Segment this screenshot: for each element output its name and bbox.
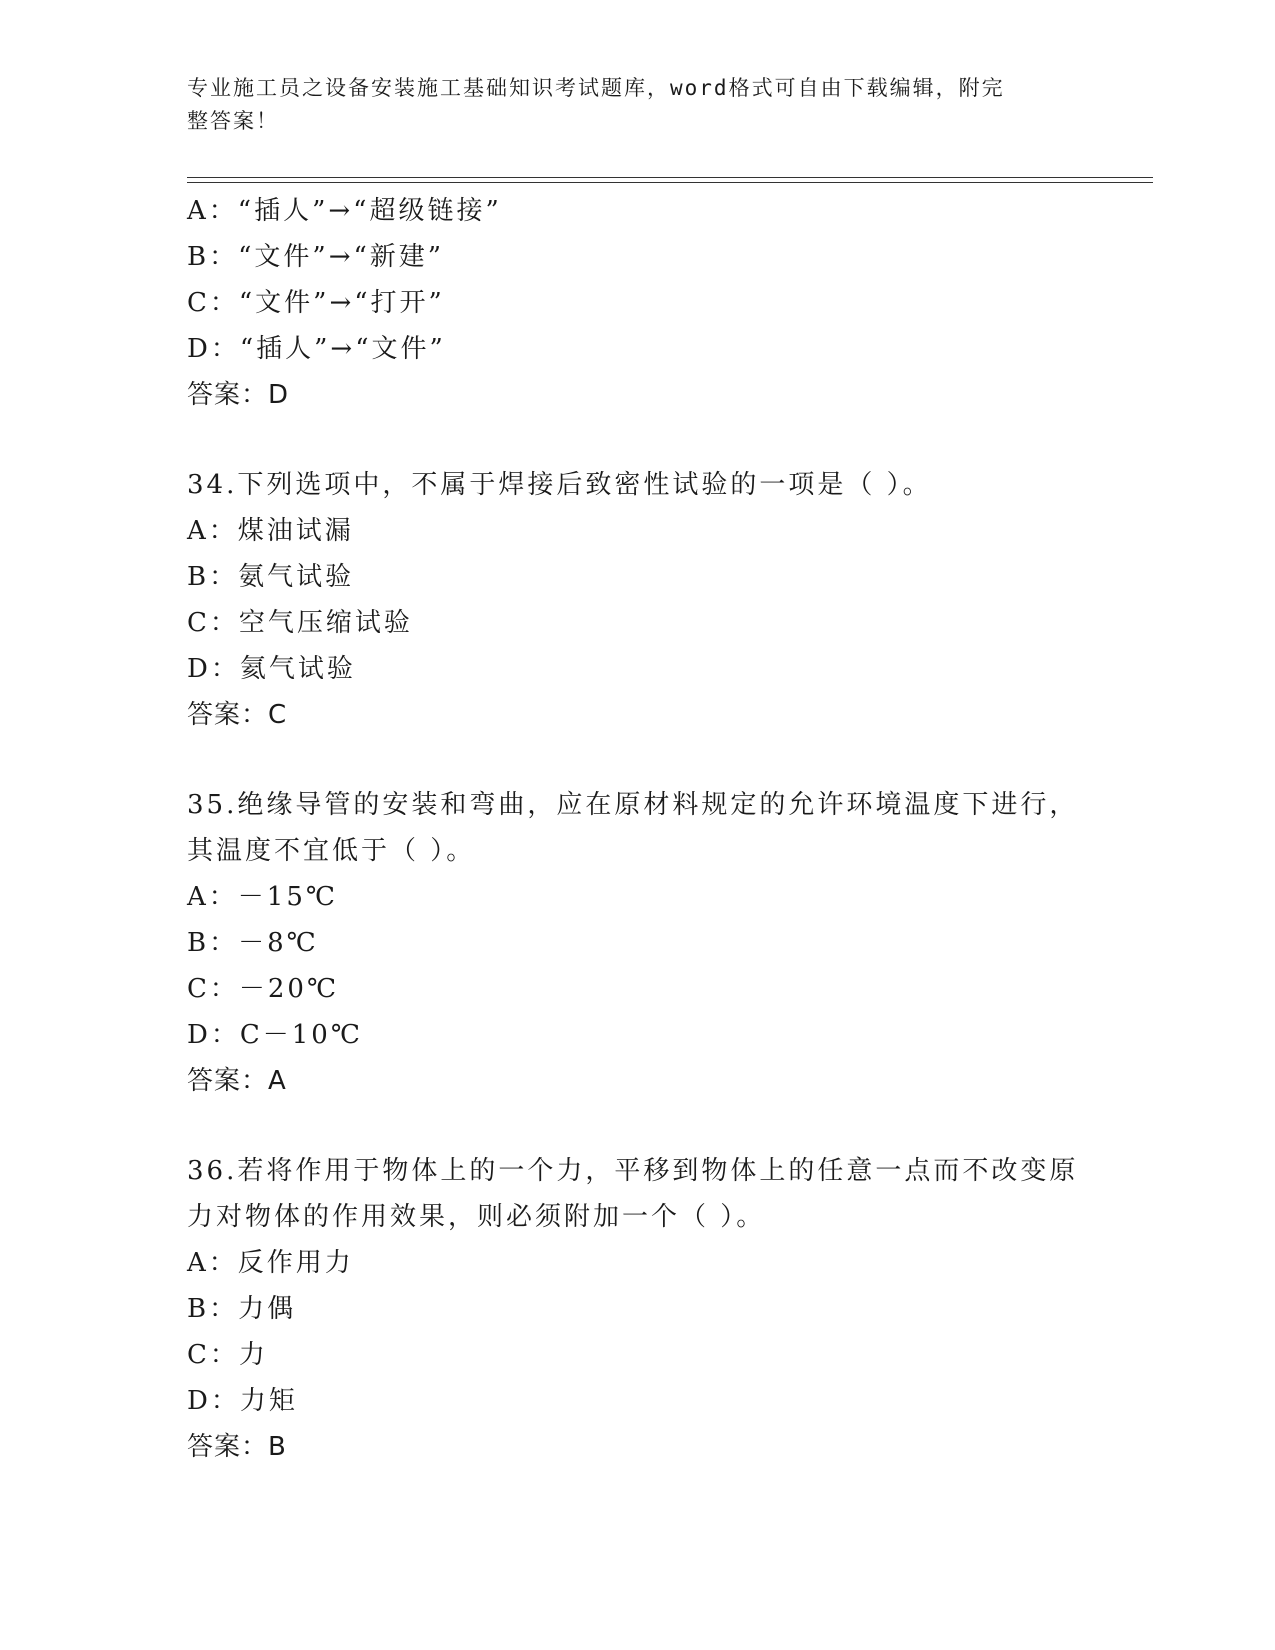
option-c: C：力	[187, 1340, 268, 1370]
question-stem-line-2: 力对物体的作用效果，则必须附加一个（ ）。	[187, 1202, 766, 1232]
document-header	[187, 72, 1067, 138]
header-rule-bottom	[187, 182, 1153, 183]
question-stem-line-2: 其温度不宜低于（ ）。	[187, 836, 476, 866]
option-c: C：空气压缩试验	[187, 608, 413, 638]
question-34	[187, 462, 1107, 738]
answer-line: 答案：D	[187, 380, 290, 410]
option-d: D：C－10℃	[187, 1020, 363, 1050]
option-b: B：－8℃	[187, 928, 319, 958]
question-stem: 34.下列选项中，不属于焊接后致密性试验的一项是（ ）。	[187, 470, 932, 500]
question-33	[187, 188, 1107, 418]
question-stem-line-1: 36.若将作用于物体上的一个力，平移到物体上的任意一点而不改变原	[187, 1156, 1079, 1186]
option-b: B：“文件”→“新建”	[187, 242, 445, 272]
option-a: A：煤油试漏	[187, 516, 354, 546]
option-b: B：氨气试验	[187, 562, 355, 592]
option-d: D：力矩	[187, 1386, 298, 1416]
option-b: B：力偶	[187, 1294, 297, 1324]
question-stem-line-1: 35.绝缘导管的安装和弯曲，应在原材料规定的允许环境温度下进行，	[187, 790, 1079, 820]
question-35	[187, 782, 1107, 1104]
answer-line: 答案：A	[187, 1066, 287, 1096]
option-a: A：“插人”→“超级链接”	[187, 196, 502, 226]
option-c: C：“文件”→“打开”	[187, 288, 445, 318]
question-36	[187, 1148, 1107, 1470]
header-line-1: 专业施工员之设备安装施工基础知识考试题库，word格式可自由下载编辑，附完	[187, 76, 1005, 100]
option-d: D：氦气试验	[187, 654, 356, 684]
option-a: A：反作用力	[187, 1248, 354, 1278]
question-list	[187, 188, 1107, 1470]
option-a: A：－15℃	[187, 882, 338, 912]
header-rule-top	[187, 177, 1153, 178]
option-d: D：“插人”→“文件”	[187, 334, 446, 364]
answer-line: 答案：C	[187, 700, 288, 730]
answer-line: 答案：B	[187, 1432, 287, 1462]
option-c: C：－20℃	[187, 974, 340, 1004]
header-line-2: 整答案！	[187, 109, 279, 133]
